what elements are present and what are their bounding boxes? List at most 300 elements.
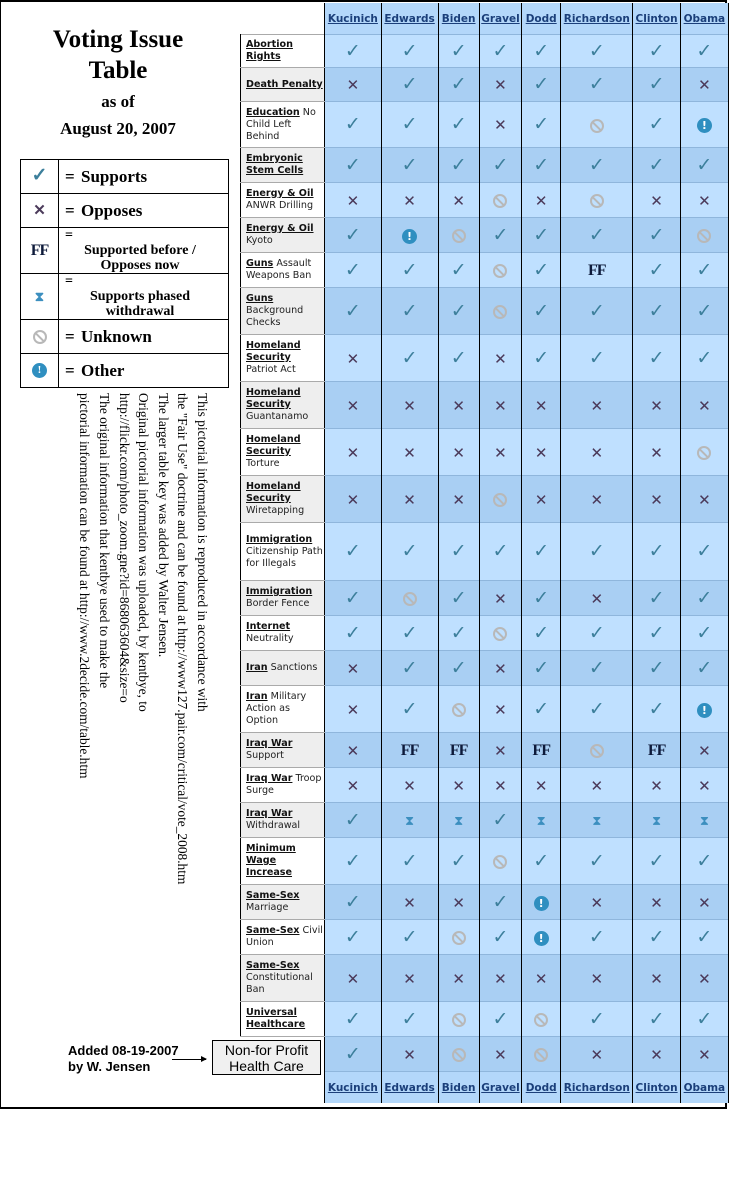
position-cell xyxy=(522,148,561,183)
check-icon: ✓ xyxy=(648,1007,665,1030)
position-cell xyxy=(381,183,438,218)
issue-topic-link[interactable]: Minimum Wage Increase xyxy=(246,843,296,878)
ff-icon: FF xyxy=(532,742,550,759)
issue-topic-link[interactable]: Death Penalty xyxy=(246,78,323,90)
position-cell xyxy=(479,429,522,476)
no-sign-icon xyxy=(534,1013,548,1027)
check-icon: ✓ xyxy=(344,1007,361,1030)
position-cell xyxy=(680,768,728,803)
check-icon: ✓ xyxy=(450,621,467,644)
issue-topic-link[interactable]: Abortion Rights xyxy=(246,39,293,62)
position-cell xyxy=(325,523,381,581)
legend-row xyxy=(21,228,229,274)
x-icon: ✕ xyxy=(534,443,548,462)
position-cell xyxy=(479,768,522,803)
position-cell xyxy=(438,382,479,429)
x-icon: ✕ xyxy=(346,969,360,988)
position-cell xyxy=(438,476,479,523)
check-icon: ✓ xyxy=(648,39,665,62)
issue-topic-link[interactable]: Embryonic Stem Cells xyxy=(246,153,304,176)
position-cell xyxy=(381,733,438,768)
note-line: http://flickr.com/photo_zoom.gne?id=868063604&size=o xyxy=(116,393,132,703)
x-icon: ✕ xyxy=(590,969,604,988)
x-icon: ✕ xyxy=(403,490,416,509)
issue-topic-link[interactable]: Iraq War xyxy=(246,808,293,819)
position-cell xyxy=(479,102,522,148)
check-icon: ✓ xyxy=(344,540,361,562)
no-sign-icon xyxy=(493,305,507,319)
check-icon: ✓ xyxy=(588,697,605,720)
equals-sign: = xyxy=(65,200,75,220)
position-cell xyxy=(325,218,381,253)
check-icon: ✓ xyxy=(588,621,605,644)
x-icon: ✕ xyxy=(698,969,711,988)
check-icon: ✓ xyxy=(533,153,550,176)
x-icon: ✕ xyxy=(494,700,507,719)
position-cell xyxy=(381,288,438,335)
x-icon: ✕ xyxy=(650,776,663,795)
check-icon: ✓ xyxy=(401,656,418,679)
position-cell xyxy=(561,476,633,523)
candidate-dodd[interactable]: Dodd xyxy=(522,1072,561,1104)
issue-topic-link[interactable]: Homeland Security xyxy=(246,481,301,504)
issue-label xyxy=(241,253,325,288)
check-icon: ✓ xyxy=(696,540,713,562)
issue-topic-link[interactable]: Energy & Oil xyxy=(246,188,314,199)
check-icon: ✓ xyxy=(450,849,467,872)
check-icon: ✓ xyxy=(344,1042,361,1065)
legend-text: Supported before / Opposes now xyxy=(84,243,196,273)
candidate-kucinich[interactable]: Kucinich xyxy=(325,3,381,35)
position-cell xyxy=(381,476,438,523)
position-cell xyxy=(522,803,561,838)
position-cell xyxy=(381,218,438,253)
hourglass-icon: ⧗ xyxy=(592,813,602,829)
issue-topic-link[interactable]: Homeland Security xyxy=(246,387,301,410)
check-icon: ✓ xyxy=(492,223,509,246)
position-cell xyxy=(381,523,438,581)
legend-table xyxy=(20,159,229,388)
check-icon: ✓ xyxy=(450,346,467,369)
issue-label xyxy=(241,838,325,885)
x-icon: ✕ xyxy=(494,443,507,462)
position-cell xyxy=(561,651,633,686)
check-icon: ✓ xyxy=(401,346,418,369)
position-cell xyxy=(479,183,522,218)
check-icon: ✓ xyxy=(696,849,713,872)
check-icon: ✓ xyxy=(401,925,418,948)
check-icon: ✓ xyxy=(401,697,418,720)
position-cell xyxy=(381,148,438,183)
issue-subtopic: Sanctions xyxy=(270,662,318,673)
x-icon: ✕ xyxy=(698,893,711,912)
legend-row xyxy=(21,274,229,320)
candidate-richardson[interactable]: Richardson xyxy=(561,3,633,35)
candidate-dodd[interactable]: Dodd xyxy=(522,3,561,35)
issue-subtopic: Assault Weapons Ban xyxy=(246,258,312,281)
x-icon: ✕ xyxy=(452,191,465,210)
check-icon: ✓ xyxy=(492,890,509,913)
no-sign-icon xyxy=(452,1013,466,1027)
legend-text: Unknown xyxy=(81,326,152,346)
candidate-biden[interactable]: Biden xyxy=(438,1072,479,1104)
position-cell xyxy=(680,102,728,148)
issue-label xyxy=(241,68,325,102)
candidate-gravel[interactable]: Gravel xyxy=(479,3,522,35)
x-icon: ✕ xyxy=(403,396,416,415)
x-icon: ✕ xyxy=(698,76,711,94)
check-icon: ✓ xyxy=(450,73,467,95)
issue-row xyxy=(241,476,729,523)
check-icon: ✓ xyxy=(696,299,713,322)
position-cell xyxy=(633,429,680,476)
check-icon: ✓ xyxy=(696,656,713,679)
position-cell xyxy=(680,1002,728,1037)
position-cell xyxy=(633,885,680,920)
issue-label xyxy=(241,1037,325,1072)
position-cell xyxy=(438,148,479,183)
position-cell xyxy=(325,148,381,183)
x-icon: ✕ xyxy=(698,741,711,760)
check-icon: ✓ xyxy=(533,299,550,322)
issue-topic-link[interactable]: Iran xyxy=(246,691,268,702)
position-cell xyxy=(438,920,479,955)
issue-label xyxy=(241,581,325,616)
check-icon: ✓ xyxy=(533,223,550,246)
check-icon: ✓ xyxy=(401,299,418,322)
no-sign-icon xyxy=(493,627,507,641)
legend-label xyxy=(59,228,229,274)
position-cell xyxy=(522,253,561,288)
x-icon: ✕ xyxy=(452,969,465,988)
position-cell xyxy=(325,803,381,838)
position-cell xyxy=(561,686,633,733)
position-cell xyxy=(633,68,680,102)
hourglass-icon: ⧗ xyxy=(652,813,662,829)
added-note-author: by W. Jensen xyxy=(68,1059,151,1074)
x-icon: ✕ xyxy=(452,490,465,509)
position-cell xyxy=(561,1037,633,1072)
no-sign-icon xyxy=(697,446,711,460)
x-icon: ✕ xyxy=(346,700,360,719)
candidate-edwards[interactable]: Edwards xyxy=(381,3,438,35)
ff-icon: FF xyxy=(647,742,666,759)
position-cell xyxy=(325,616,381,651)
check-icon: ✓ xyxy=(344,849,361,872)
position-cell xyxy=(633,686,680,733)
position-cell xyxy=(438,253,479,288)
candidate-clinton[interactable]: Clinton xyxy=(633,1072,680,1104)
check-icon: ✓ xyxy=(533,39,550,62)
candidate-richardson[interactable]: Richardson xyxy=(561,1072,633,1104)
check-icon: ✓ xyxy=(648,621,665,644)
position-cell xyxy=(522,102,561,148)
issue-label xyxy=(241,183,325,218)
legend-text: Other xyxy=(81,360,125,380)
no-sign-icon xyxy=(590,744,604,758)
issue-row xyxy=(241,148,729,183)
exclamation-icon: ! xyxy=(534,931,549,946)
x-icon: ✕ xyxy=(494,589,507,608)
check-icon: ✓ xyxy=(492,808,509,831)
check-icon: ✓ xyxy=(648,849,665,872)
issue-topic-link[interactable]: Same-Sex xyxy=(246,925,300,936)
legend-row xyxy=(21,194,229,228)
position-cell xyxy=(561,1002,633,1037)
position-cell xyxy=(438,581,479,616)
position-cell xyxy=(381,581,438,616)
note-line: Original pictorial information was uploaded, by kentbye, to xyxy=(136,393,152,712)
position-cell xyxy=(325,1002,381,1037)
issue-topic-link[interactable]: Same-Sex xyxy=(246,960,300,971)
position-cell xyxy=(633,335,680,382)
x-icon: ✕ xyxy=(403,969,416,988)
check-icon: ✓ xyxy=(533,586,550,609)
check-icon: ✓ xyxy=(696,1007,713,1030)
candidate-obama[interactable]: Obama xyxy=(680,1072,728,1104)
issue-topic-link[interactable]: Homeland Security xyxy=(246,434,301,457)
x-icon: ✕ xyxy=(403,443,416,462)
issue-topic-link[interactable]: Guns xyxy=(246,293,274,304)
added-note-date: Added 08-19-2007 xyxy=(68,1043,179,1058)
note-line: pictorial information can be found at http://www.2decide.com/table.htm xyxy=(77,393,93,779)
issue-label xyxy=(241,803,325,838)
issue-topic-link[interactable]: Energy & Oil xyxy=(246,223,314,234)
check-icon: ✓ xyxy=(533,540,550,562)
corner-blank xyxy=(241,1072,325,1104)
x-icon: ✕ xyxy=(698,776,711,795)
issue-row xyxy=(241,955,729,1002)
issue-topic-link[interactable]: Immigration xyxy=(246,533,313,545)
position-cell xyxy=(680,476,728,523)
candidate-obama[interactable]: Obama xyxy=(680,3,728,35)
x-icon: ✕ xyxy=(346,776,360,795)
x-icon: ✕ xyxy=(650,893,663,912)
check-icon: ✓ xyxy=(533,656,550,679)
check-icon: ✓ xyxy=(344,586,361,609)
x-icon: ✕ xyxy=(590,490,604,509)
position-cell xyxy=(522,68,561,102)
x-icon: ✕ xyxy=(698,490,711,509)
x-icon: ✕ xyxy=(650,969,663,988)
position-cell xyxy=(381,429,438,476)
issue-topic-link[interactable]: Same-Sex xyxy=(246,890,300,901)
issue-row xyxy=(241,838,729,885)
no-sign-icon xyxy=(452,1048,466,1062)
issue-topic-link[interactable]: Universal Healthcare xyxy=(246,1007,306,1030)
check-icon: ✓ xyxy=(588,223,605,246)
ff-icon: FF xyxy=(30,241,49,259)
check-icon: ✓ xyxy=(492,39,509,62)
legend-symbol xyxy=(21,274,59,320)
position-cell xyxy=(479,1002,522,1037)
issue-row xyxy=(241,183,729,218)
check-icon: ✓ xyxy=(450,299,467,322)
position-cell xyxy=(561,102,633,148)
position-cell xyxy=(325,102,381,148)
issue-subtopic: Constitutional Ban xyxy=(246,972,313,995)
x-icon: ✕ xyxy=(346,396,360,415)
position-cell xyxy=(325,768,381,803)
issue-row xyxy=(241,253,729,288)
check-icon: ✓ xyxy=(450,153,467,176)
position-cell xyxy=(633,651,680,686)
x-icon: ✕ xyxy=(650,443,663,462)
candidate-biden[interactable]: Biden xyxy=(438,3,479,35)
issue-topic-link[interactable]: Iran xyxy=(246,662,268,673)
position-cell xyxy=(479,523,522,581)
check-icon: ✓ xyxy=(696,258,713,281)
x-icon: ✕ xyxy=(346,191,360,210)
position-cell xyxy=(381,253,438,288)
position-cell xyxy=(479,651,522,686)
position-cell xyxy=(561,838,633,885)
position-cell xyxy=(325,429,381,476)
check-icon: ✓ xyxy=(533,621,550,644)
position-cell xyxy=(680,148,728,183)
legend-symbol xyxy=(21,320,59,354)
no-sign-icon xyxy=(493,493,507,507)
issue-row xyxy=(241,35,729,68)
position-cell xyxy=(633,102,680,148)
position-cell xyxy=(522,768,561,803)
x-icon: ✕ xyxy=(534,191,548,210)
position-cell xyxy=(381,1037,438,1072)
position-cell xyxy=(522,838,561,885)
x-icon: ✕ xyxy=(346,76,360,94)
x-icon: ✕ xyxy=(534,490,548,509)
position-cell xyxy=(522,35,561,68)
issue-subtopic: Troop Surge xyxy=(246,773,322,796)
position-cell xyxy=(561,253,633,288)
position-cell xyxy=(680,955,728,1002)
check-icon: ✓ xyxy=(450,39,467,62)
position-cell xyxy=(561,955,633,1002)
issue-topic-link[interactable]: Homeland Security xyxy=(246,340,301,363)
candidate-clinton[interactable]: Clinton xyxy=(633,3,680,35)
position-cell xyxy=(680,253,728,288)
check-icon: ✓ xyxy=(344,621,361,644)
position-cell xyxy=(438,1002,479,1037)
arrow-icon xyxy=(172,1059,206,1060)
position-cell xyxy=(680,335,728,382)
x-icon: ✕ xyxy=(534,969,548,988)
no-sign-icon xyxy=(33,330,47,344)
candidate-kucinich[interactable]: Kucinich xyxy=(325,1072,381,1104)
position-cell xyxy=(633,616,680,651)
position-cell xyxy=(522,429,561,476)
issue-subtopic: No Child Left Behind xyxy=(246,106,316,142)
issue-subtopic: Border Fence xyxy=(246,598,310,609)
check-icon: ✓ xyxy=(344,113,361,135)
issue-topic-link[interactable]: Education xyxy=(246,106,300,118)
position-cell xyxy=(325,686,381,733)
issue-label xyxy=(241,523,325,581)
check-icon: ✓ xyxy=(648,346,665,369)
no-sign-icon xyxy=(697,229,711,243)
legend-text: Supports phased withdrawal xyxy=(90,289,190,319)
issue-label xyxy=(241,955,325,1002)
check-icon: ✓ xyxy=(648,299,665,322)
issue-subtopic: Military Action as Option xyxy=(246,691,307,726)
check-icon: ✓ xyxy=(696,586,713,609)
position-cell xyxy=(680,183,728,218)
position-cell xyxy=(438,68,479,102)
position-cell xyxy=(522,476,561,523)
x-icon: ✕ xyxy=(403,1045,416,1064)
page-title xyxy=(20,24,216,140)
position-cell xyxy=(680,218,728,253)
check-icon: ✓ xyxy=(588,346,605,369)
issue-row xyxy=(241,218,729,253)
issue-topic-link[interactable]: Guns xyxy=(246,258,274,269)
position-cell xyxy=(438,35,479,68)
check-icon: ✓ xyxy=(344,258,361,281)
check-icon: ✓ xyxy=(588,39,605,62)
position-cell xyxy=(522,885,561,920)
candidate-gravel[interactable]: Gravel xyxy=(479,1072,522,1104)
candidate-edwards[interactable]: Edwards xyxy=(381,1072,438,1104)
equals-sign: = xyxy=(65,360,75,380)
issue-topic-link[interactable]: Iraq War xyxy=(246,773,293,784)
issue-subtopic: Marriage xyxy=(246,902,289,913)
check-icon: ✓ xyxy=(588,73,605,95)
position-cell xyxy=(633,920,680,955)
check-icon: ✓ xyxy=(533,73,550,95)
position-cell xyxy=(561,581,633,616)
issue-subtopic: Support xyxy=(246,750,284,761)
position-cell xyxy=(522,288,561,335)
legend-label xyxy=(59,160,229,194)
position-cell xyxy=(479,288,522,335)
position-cell xyxy=(561,733,633,768)
check-icon: ✓ xyxy=(492,540,509,562)
fair-use-note xyxy=(75,393,212,1033)
position-cell xyxy=(522,616,561,651)
position-cell xyxy=(680,382,728,429)
issue-row xyxy=(241,686,729,733)
position-cell xyxy=(381,616,438,651)
position-cell xyxy=(522,382,561,429)
check-icon: ✓ xyxy=(588,153,605,176)
check-icon: ✓ xyxy=(696,39,713,62)
issue-topic-link[interactable]: Internet xyxy=(246,621,291,632)
hourglass-icon: ⧗ xyxy=(454,813,464,829)
check-icon: ✓ xyxy=(648,586,665,609)
no-sign-icon xyxy=(403,592,417,606)
position-cell xyxy=(325,733,381,768)
issue-row xyxy=(241,102,729,148)
position-cell xyxy=(438,885,479,920)
issue-topic-link[interactable]: Iraq War xyxy=(246,738,293,749)
no-sign-icon xyxy=(452,229,466,243)
issue-label xyxy=(241,1002,325,1037)
x-icon: ✕ xyxy=(698,1045,711,1064)
check-icon: ✓ xyxy=(344,808,361,831)
position-cell xyxy=(633,955,680,1002)
issue-label xyxy=(241,218,325,253)
x-icon: ✕ xyxy=(346,349,360,368)
issue-label xyxy=(241,616,325,651)
check-icon: ✓ xyxy=(401,73,418,95)
issue-row xyxy=(241,581,729,616)
no-sign-icon xyxy=(493,264,507,278)
header-row xyxy=(241,3,729,35)
issue-topic-link[interactable]: Immigration xyxy=(246,586,313,597)
position-cell xyxy=(633,288,680,335)
position-cell xyxy=(522,920,561,955)
ff-icon: FF xyxy=(588,262,606,279)
